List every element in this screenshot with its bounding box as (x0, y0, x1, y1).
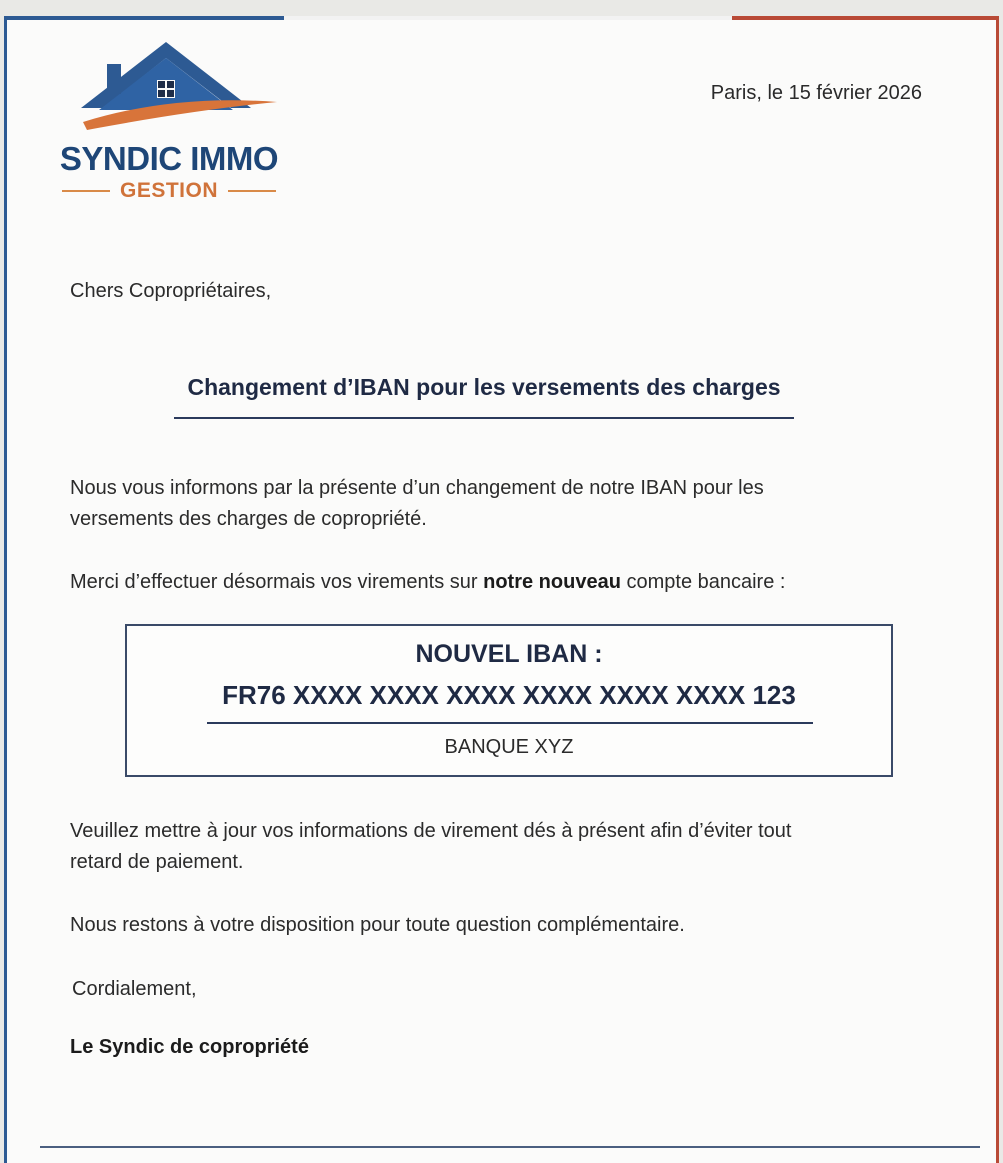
paragraph-1-line-2: versements des charges de copropriété. (70, 508, 427, 530)
logo-divider-left (62, 190, 110, 192)
logo-subtitle: GESTION (119, 179, 218, 202)
paragraph-1-line-1: Nous vous informons par la présente d’un changement de notre IBAN pour les (70, 477, 764, 499)
iban-value: FR76 XXXX XXXX XXXX XXXX XXXX XXXX 123 (222, 680, 796, 710)
greeting: Chers Copropriétaires, (70, 280, 272, 302)
paragraph-1 (70, 473, 764, 535)
logo-divider-right (228, 190, 276, 192)
iban-title: NOUVEL IBAN : (415, 640, 603, 668)
bank-name: BANQUE XYZ (444, 736, 574, 758)
letter-date: Paris, le 15 février 2026 (710, 82, 922, 104)
letter-page (4, 20, 999, 1163)
footer-divider (40, 1146, 980, 1148)
paragraph-3 (70, 816, 791, 878)
closing: Cordialement, (72, 978, 197, 1000)
logo-name: SYNDIC IMMO (59, 140, 279, 177)
iban-underline (207, 722, 813, 724)
paragraph-2-after: compte bancaire : (620, 571, 786, 593)
paragraph-2 (70, 567, 785, 598)
house-roof-logo-icon (63, 30, 283, 140)
paragraph-2-bold-1: notre (483, 571, 534, 593)
company-logo (51, 30, 291, 210)
paragraph-3-line-2: retard de paiement. (70, 851, 244, 873)
subject-underline (174, 417, 794, 419)
paragraph-4: Nous restons à votre disposition pour toute question complémentaire. (70, 914, 685, 936)
iban-box (125, 624, 893, 777)
paragraph-2-bold-2: nouveau (538, 571, 621, 593)
signature: Le Syndic de copropriété (70, 1036, 309, 1058)
logo-subtitle-row (51, 178, 287, 204)
paragraph-2-before: Merci d’effectuer désormais vos virements sur (70, 571, 484, 593)
paragraph-3-line-1: Veuillez mettre à jour vos informations de virement dés à présent afin d’éviter tout (70, 820, 792, 842)
letter-subject: Changement d’IBAN pour les versements des charges (187, 374, 781, 400)
